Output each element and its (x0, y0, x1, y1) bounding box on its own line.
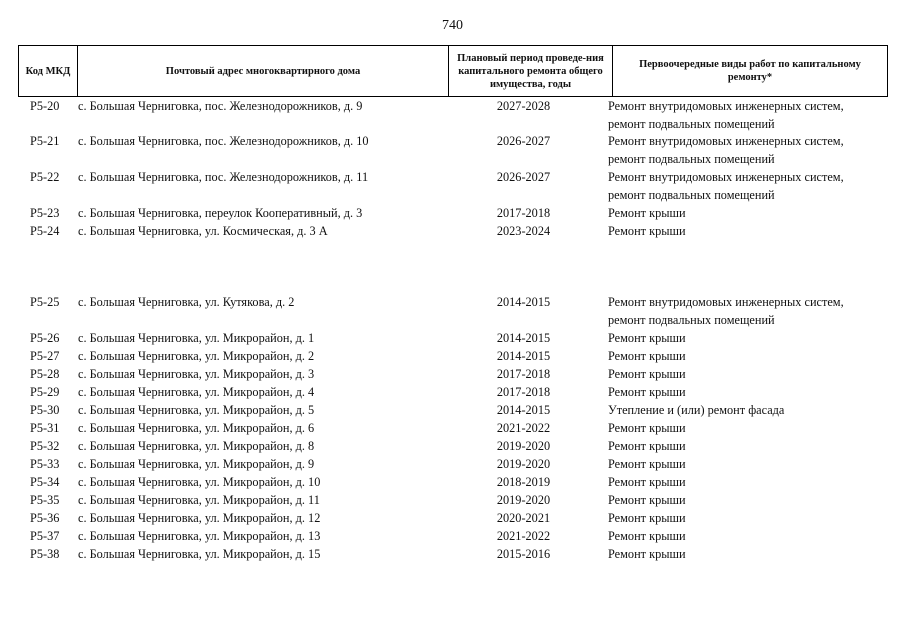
header-address: Почтовый адрес многоквартирного дома (78, 46, 449, 97)
header-works: Первоочередные виды работ по капитальному ремонту* (613, 46, 888, 97)
row-address: с. Большая Черниговка, ул. Микрорайон, д. 8 (78, 439, 315, 453)
row-works: Ремонт крыши (608, 439, 686, 453)
row-address: с. Большая Черниговка, ул. Микрорайон, д. 11 (78, 493, 320, 507)
row-works: Ремонт крыши (608, 457, 686, 471)
row-code: Р5-20 (30, 99, 60, 113)
row-address: с. Большая Черниговка, ул. Микрорайон, д. 15 (78, 547, 321, 561)
row-period: 2014-2015 (496, 349, 551, 363)
row-works: Ремонт крыши (608, 511, 686, 525)
row-period: 2026-2027 (496, 134, 551, 148)
row-address: с. Большая Черниговка, пос. Железнодорожников, д. 11 (78, 170, 369, 184)
row-address: с. Большая Черниговка, пос. Железнодорожников, д. 10 (78, 134, 369, 148)
row-period: 2017-2018 (496, 367, 551, 381)
row-works: Ремонт крыши (608, 421, 686, 435)
row-code: Р5-33 (30, 457, 60, 471)
row-code: Р5-34 (30, 475, 60, 489)
row-address: с. Большая Черниговка, ул. Микрорайон, д. 6 (78, 421, 315, 435)
row-code: Р5-37 (30, 529, 60, 543)
row-code: Р5-23 (30, 206, 60, 220)
row-address: с. Большая Черниговка, ул. Микрорайон, д. 9 (78, 457, 315, 471)
row-period: 2017-2018 (496, 385, 551, 399)
row-period: 2023-2024 (496, 224, 551, 238)
row-code: Р5-21 (30, 134, 60, 148)
row-works: Ремонт внутридомовых инженерных систем, ремонт подвальных помещений (608, 99, 844, 131)
row-address: с. Большая Черниговка, ул. Космическая, д. 3 А (78, 224, 328, 238)
row-code: Р5-27 (30, 349, 60, 363)
row-period: 2026-2027 (496, 170, 551, 184)
row-address: с. Большая Черниговка, ул. Микрорайон, д. 10 (78, 475, 321, 489)
row-period: 2014-2015 (496, 403, 551, 417)
row-works: Ремонт внутридомовых инженерных систем, ремонт подвальных помещений (608, 134, 844, 166)
row-code: Р5-30 (30, 403, 60, 417)
row-works: Ремонт крыши (608, 206, 686, 220)
row-code: Р5-24 (30, 224, 60, 238)
row-address: с. Большая Черниговка, ул. Микрорайон, д. 1 (78, 331, 315, 345)
row-works: Ремонт внутридомовых инженерных систем, ремонт подвальных помещений (608, 170, 844, 202)
row-works: Ремонт крыши (608, 529, 686, 543)
row-code: Р5-38 (30, 547, 60, 561)
row-works: Ремонт крыши (608, 331, 686, 345)
row-works: Ремонт крыши (608, 224, 686, 238)
row-address: с. Большая Черниговка, ул. Микрорайон, д. 5 (78, 403, 315, 417)
row-period: 2015-2016 (496, 547, 551, 561)
row-code: Р5-29 (30, 385, 60, 399)
row-code: Р5-22 (30, 170, 60, 184)
row-period: 2021-2022 (496, 529, 551, 543)
row-period: 2027-2028 (496, 99, 551, 113)
row-period: 2019-2020 (496, 457, 551, 471)
header-period: Плановый период проведе-ния капитального ремонта общего имущества, годы (449, 46, 613, 97)
row-period: 2020-2021 (496, 511, 551, 525)
row-code: Р5-26 (30, 331, 60, 345)
row-code: Р5-32 (30, 439, 60, 453)
row-period: 2019-2020 (496, 493, 551, 507)
table-header (18, 45, 888, 97)
row-address: с. Большая Черниговка, ул. Микрорайон, д. 4 (78, 385, 315, 399)
row-address: с. Большая Черниговка, ул. Микрорайон, д. 2 (78, 349, 315, 363)
row-period: 2019-2020 (496, 439, 551, 453)
row-address: с. Большая Черниговка, ул. Микрорайон, д. 12 (78, 511, 321, 525)
row-address: с. Большая Черниговка, ул. Микрорайон, д. 13 (78, 529, 321, 543)
row-works: Ремонт крыши (608, 367, 686, 381)
row-code: Р5-31 (30, 421, 60, 435)
row-period: 2018-2019 (496, 475, 551, 489)
row-period: 2014-2015 (496, 331, 551, 345)
page-number: 740 (442, 18, 463, 33)
row-address: с. Большая Черниговка, ул. Кутякова, д. 2 (78, 295, 295, 309)
row-works: Ремонт крыши (608, 493, 686, 507)
row-period: 2021-2022 (496, 421, 551, 435)
row-address: с. Большая Черниговка, переулок Кооперативный, д. 3 (78, 206, 363, 220)
row-code: Р5-35 (30, 493, 60, 507)
header-code: Код МКД (19, 46, 78, 97)
row-period: 2014-2015 (496, 295, 551, 309)
row-code: Р5-25 (30, 295, 60, 309)
row-works: Ремонт крыши (608, 475, 686, 489)
row-code: Р5-28 (30, 367, 60, 381)
row-address: с. Большая Черниговка, ул. Микрорайон, д. 3 (78, 367, 315, 381)
row-works: Ремонт крыши (608, 349, 686, 363)
row-works: Ремонт крыши (608, 385, 686, 399)
row-address: с. Большая Черниговка, пос. Железнодорожников, д. 9 (78, 99, 363, 113)
row-period: 2017-2018 (496, 206, 551, 220)
row-works: Ремонт крыши (608, 547, 686, 561)
row-code: Р5-36 (30, 511, 60, 525)
row-works: Ремонт внутридомовых инженерных систем, ремонт подвальных помещений (608, 295, 844, 327)
row-works: Утепление и (или) ремонт фасада (608, 403, 785, 417)
